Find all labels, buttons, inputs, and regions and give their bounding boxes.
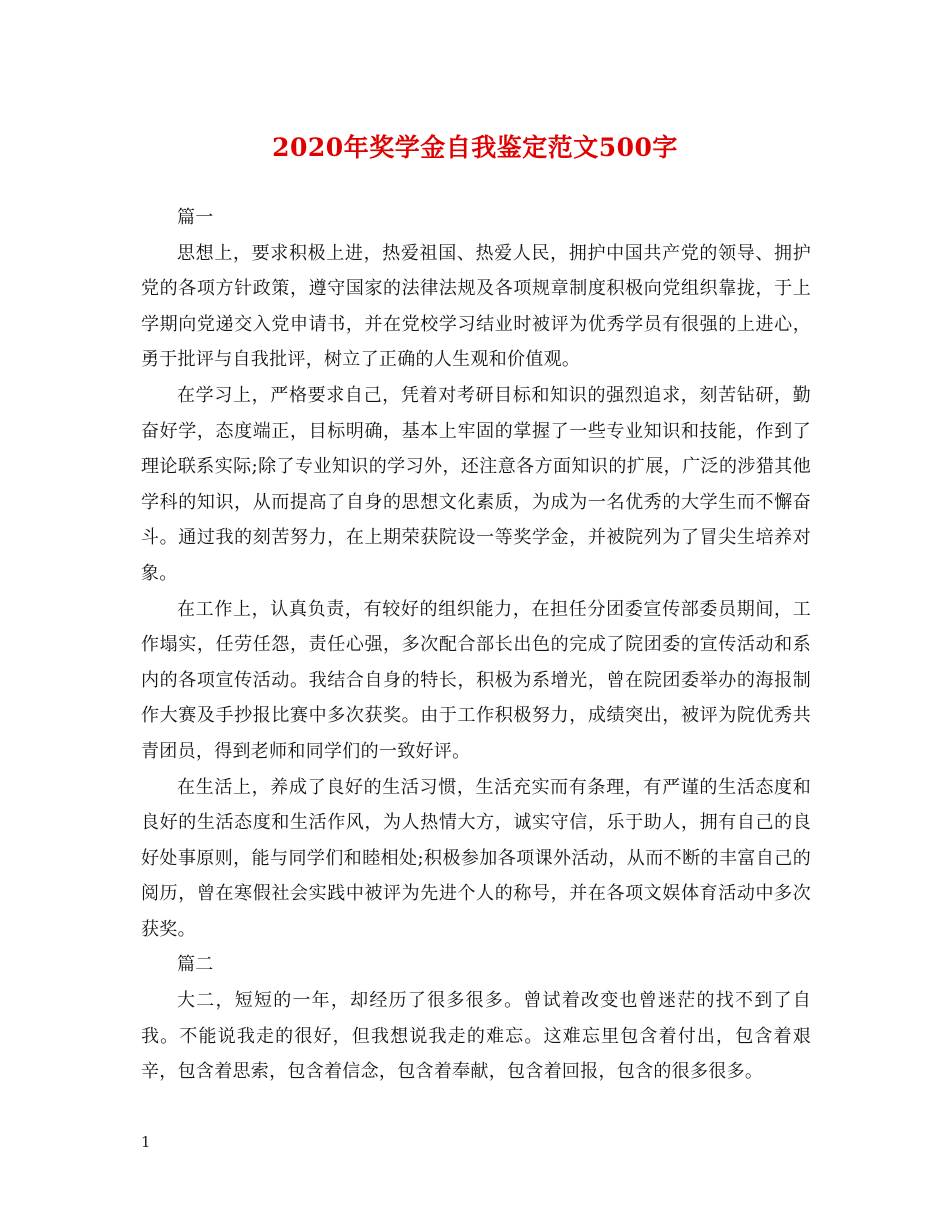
page-number: 1 [141,1133,151,1151]
paragraph-life: 在生活上，养成了良好的生活习惯，生活充实而有条理，有严谨的生活态度和良好的生活态度和生活作风，为人热情大方，诚实守信，乐于助人，拥有自己的良好处事原则，能与同学们和睦相处;积极参加各项课外活动，从而不断的丰富自己的阅历，曾在寒假社会实践中被评为先进个人的称号，并在各项文娱体育活动中多次获奖。 [141,776,811,940]
paragraph-sophomore: 大二，短短的一年，却经历了很多很多。曾试着改变也曾迷茫的找不到了自我。不能说我走的很好，但我想说我走的难忘。这难忘里包含着付出，包含着艰辛，包含着思索，包含着信念，包含着奉献，包含着回报，包含的很多很多。 [141,990,811,1083]
section-heading-1: 篇一 [177,207,214,228]
section-heading-2: 篇二 [177,954,214,976]
document-body [141,200,811,1090]
paragraph-study: 在学习上，严格要求自己，凭着对考研目标和知识的强烈追求，刻苦钻研，勤奋好学，态度端正，目标明确，基本上牢固的掌握了一些专业知识和技能，作到了理论联系实际;除了专业知识的学习外，还注意各方面知识的扩展，广泛的涉猎其他学科的知识，从而提高了自身的思想文化素质，为成为一名优秀的大学生而不懈奋斗。通过我的刻苦努力，在上期荣获院设一等奖学金，并被院列为了冒尖生培养对象。 [141,384,811,584]
paragraph-ideology: 思想上，要求积极上进，热爱祖国、热爱人民，拥护中国共产党的领导、拥护党的各项方针政策，遵守国家的法律法规及各项规章制度积极向党组织靠拢，于上学期向党递交入党申请书，并在党校学习结业时被评为优秀学员有很强的上进心，勇于批评与自我批评，树立了正确的人生观和价值观。 [141,242,811,371]
paragraph-work: 在工作上，认真负责，有较好的组织能力，在担任分团委宣传部委员期间，工作塌实，任劳任怨，责任心强，多次配合部长出色的完成了院团委的宣传活动和系内的各项宣传活动。我结合自身的特长，积极为系增光，曾在院团委举办的海报制作大赛及手抄报比赛中多次获奖。由于工作积极努力，成绩突出，被评为院优秀共青团员，得到老师和同学们的一致好评。 [141,598,811,762]
document-title: 2020年奖学金自我鉴定范文500字 [272,133,678,162]
